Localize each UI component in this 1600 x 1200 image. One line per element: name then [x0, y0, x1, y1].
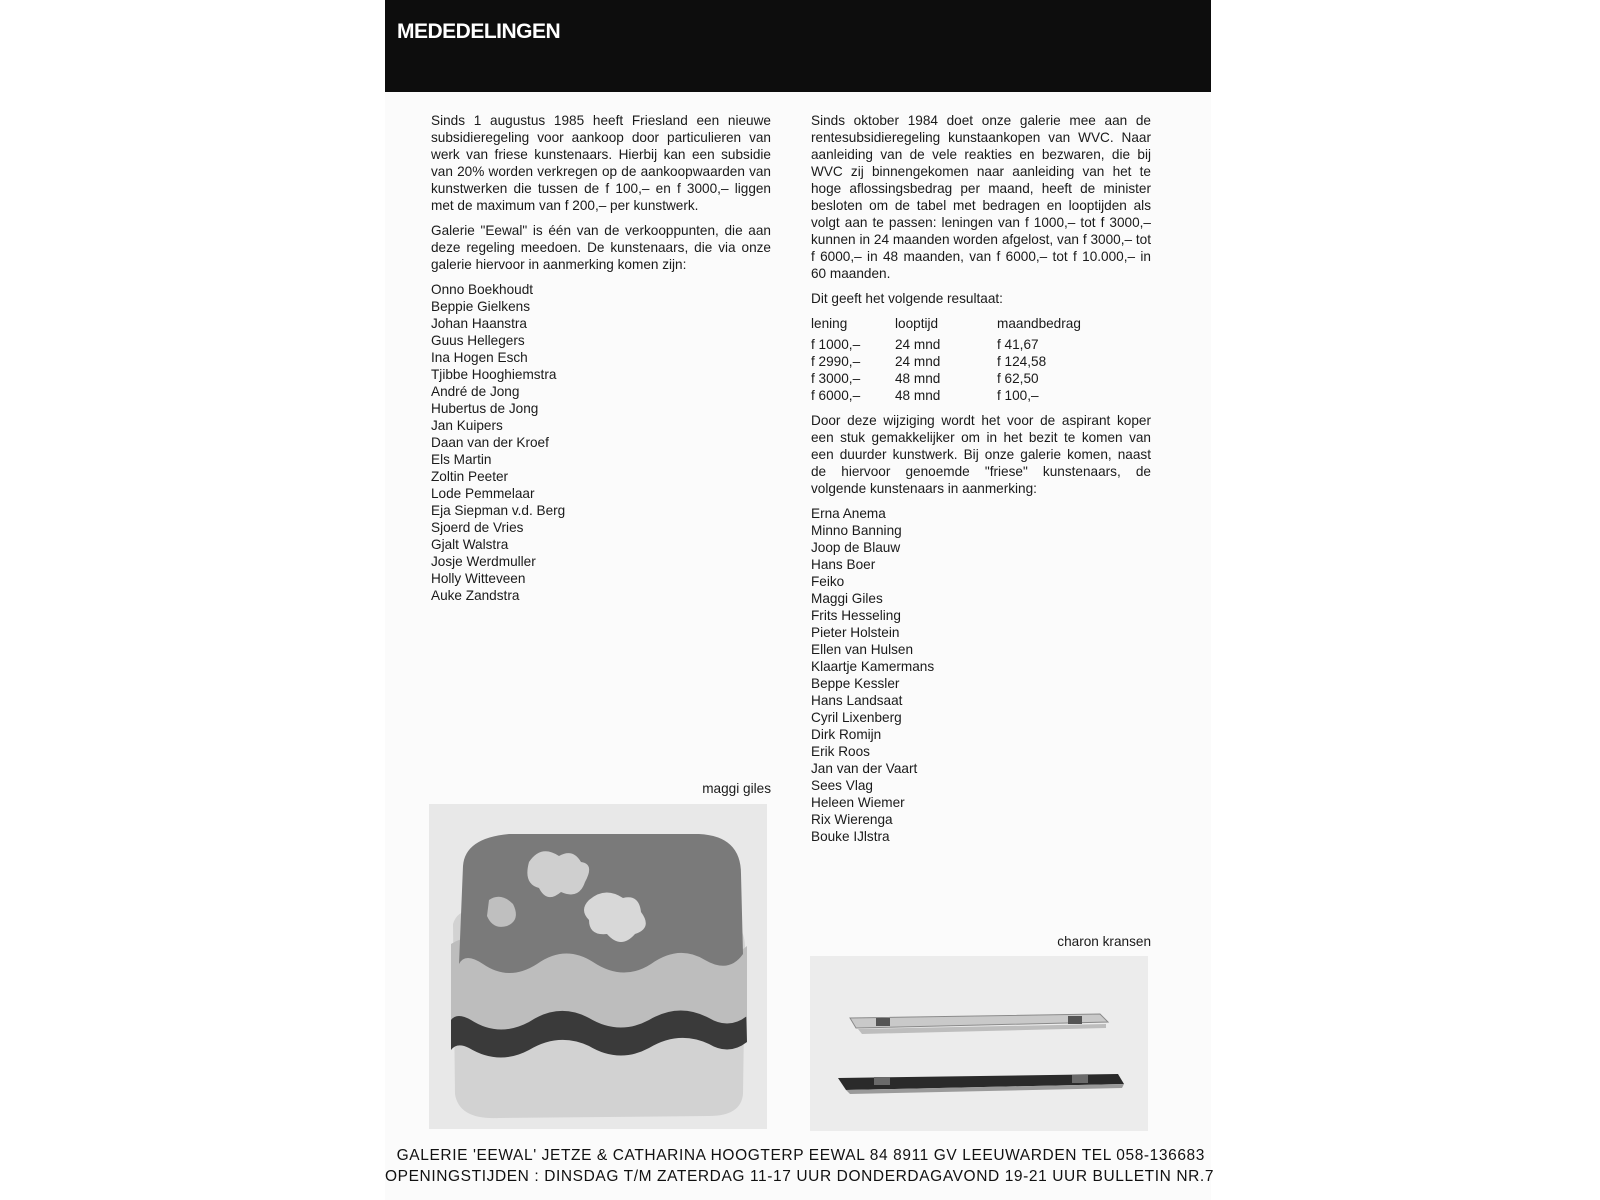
photo-caption-charon-kransen: charon kransen: [1057, 934, 1151, 949]
sales-point-paragraph: Galerie "Eewal" is één van de verkooppunten, die aan deze regeling meedoen. De kunstenaars, die via onze galerie hiervoor in aanmerking komen zijn:: [431, 223, 771, 272]
list-item: Sjoerd de Vries: [431, 520, 524, 535]
maandbedrag-cell: f 100,–: [997, 388, 1039, 403]
list-item: Dirk Romijn: [811, 727, 882, 742]
page-title: MEDEDELINGEN: [397, 20, 561, 43]
list-item: André de Jong: [431, 384, 520, 399]
list-item: Daan van der Kroef: [431, 435, 549, 450]
lening-cell: f 2990,–: [811, 354, 861, 369]
lening-cell: f 1000,–: [811, 337, 861, 352]
lening-cell: f 3000,–: [811, 371, 861, 386]
left-column: [431, 112, 771, 604]
looptijd-cell: 48 mnd: [895, 371, 941, 386]
list-item: Guus Hellegers: [431, 333, 525, 348]
list-item: Heleen Wiemer: [811, 795, 905, 810]
list-item: Tjibbe Hooghiemstra: [431, 367, 557, 382]
list-item: Gjalt Walstra: [431, 537, 509, 552]
list-item: Rix Wierenga: [811, 812, 893, 827]
list-item: Beppie Gielkens: [431, 299, 530, 314]
list-item: Jan van der Vaart: [811, 761, 918, 776]
looptijd-cell: 48 mnd: [895, 388, 941, 403]
list-item: Beppe Kessler: [811, 676, 900, 691]
list-item: Frits Hesseling: [811, 608, 901, 623]
list-item: Erik Roos: [811, 744, 870, 759]
artwork-photo-maggi-giles: [429, 804, 767, 1129]
wvc-paragraph: Sinds oktober 1984 doet onze galerie mee aan de rentesubsidieregeling kunstaankopen van WVC. Naar aanleiding van de vele reakties en bezwaren, die bij WVC zij binnengekomen naar aanleiding van het te hoge aflossingsbedrag per maand, heeft de minister besloten om de tabel met bedragen en looptijden als volgt aan te passen: leningen van f 1000,– tot f 3000,– kunnen in 24 maanden worden afgelost, van f 3000,– tot f 6000,– in 48 maanden, van f 6000,– tot f 10.000,– in 60 maanden.: [811, 113, 1151, 281]
lening-cell: f 6000,–: [811, 388, 861, 403]
table-row: [811, 387, 1081, 404]
metal-objects-image: [810, 956, 1148, 1131]
outro-paragraph: Door deze wijziging wordt het voor de aspirant koper een stuk gemakkelijker om in het bezit te komen van een duurder kunstwerk. Bij onze galerie komen, naast de hiervoor genoemde "friese" kunstenaars, de volgende kunstenaars in aanmerking:: [811, 413, 1151, 496]
list-item: Jan Kuipers: [431, 418, 503, 433]
list-item: Bouke IJlstra: [811, 829, 890, 844]
list-item: Josje Werdmuller: [431, 554, 536, 569]
list-item: Ina Hogen Esch: [431, 350, 528, 365]
friese-artists-list: [431, 281, 771, 604]
artwork-photo-charon-kransen: [810, 956, 1148, 1131]
table-row: [811, 336, 1081, 353]
list-item: Onno Boekhoudt: [431, 282, 534, 297]
list-item: Joop de Blauw: [811, 540, 901, 555]
list-item: Feiko: [811, 574, 845, 589]
list-item: Erna Anema: [811, 506, 886, 521]
maandbedrag-cell: f 62,50: [997, 371, 1039, 386]
list-item: Eja Siepman v.d. Berg: [431, 503, 566, 518]
list-item: Hans Boer: [811, 557, 876, 572]
header-band: [385, 0, 1211, 92]
bulletin-page: [385, 0, 1215, 1200]
looptijd-cell: 24 mnd: [895, 354, 941, 369]
list-item: Johan Haanstra: [431, 316, 527, 331]
header-lening: lening: [811, 316, 848, 331]
list-item: Minno Banning: [811, 523, 902, 538]
photo-caption-maggi-giles: maggi giles: [702, 781, 771, 796]
list-item: Hans Landsaat: [811, 693, 903, 708]
list-item: Auke Zandstra: [431, 588, 520, 603]
maandbedrag-cell: f 41,67: [997, 337, 1039, 352]
list-item: Els Martin: [431, 452, 492, 467]
table-row: [811, 370, 1081, 387]
list-item: Klaartje Kamermans: [811, 659, 935, 674]
result-intro: Dit geeft het volgende resultaat:: [811, 291, 1003, 306]
list-item: Hubertus de Jong: [431, 401, 539, 416]
maandbedrag-cell: f 124,58: [997, 354, 1047, 369]
list-item: Lode Pemmelaar: [431, 486, 535, 501]
looptijd-cell: 24 mnd: [895, 337, 941, 352]
list-item: Cyril Lixenberg: [811, 710, 902, 725]
list-item: Sees Vlag: [811, 778, 873, 793]
list-item: Ellen van Hulsen: [811, 642, 914, 657]
loan-table-header-row: [811, 315, 1081, 336]
footer-address-line: GALERIE 'EEWAL' JETZE & CATHARINA HOOGTERP EEWAL 84 8911 GV LEEUWARDEN TEL 058-136683: [396, 1147, 1205, 1164]
list-item: Pieter Holstein: [811, 625, 900, 640]
list-item: Maggi Giles: [811, 591, 883, 606]
loan-table: [811, 315, 1081, 404]
table-row: [811, 353, 1081, 370]
other-artists-list: [811, 505, 1151, 845]
list-item: Holly Witteveen: [431, 571, 526, 586]
header-looptijd: looptijd: [895, 316, 939, 331]
ceramic-cushion-sculpture-image: [429, 804, 767, 1129]
right-column: [811, 112, 1151, 845]
list-item: Zoltin Peeter: [431, 469, 509, 484]
footer-opening-hours-line: OPENINGSTIJDEN : DINSDAG T/M ZATERDAG 11-17 UUR DONDERDAGAVOND 19-21 UUR BULLETIN NR.7: [385, 1168, 1215, 1185]
header-maandbedrag: maandbedrag: [997, 316, 1081, 331]
subsidy-paragraph: Sinds 1 augustus 1985 heeft Friesland een nieuwe subsidieregeling voor aankoop door particulieren van werk van friese kunstenaars. Hierbij kan een subsidie van 20% worden verkregen op de aankoopwaarden van kunstwerken die tussen de f 100,– en f 3000,– liggen met de maximum van f 200,– per kunstwerk.: [431, 113, 771, 213]
